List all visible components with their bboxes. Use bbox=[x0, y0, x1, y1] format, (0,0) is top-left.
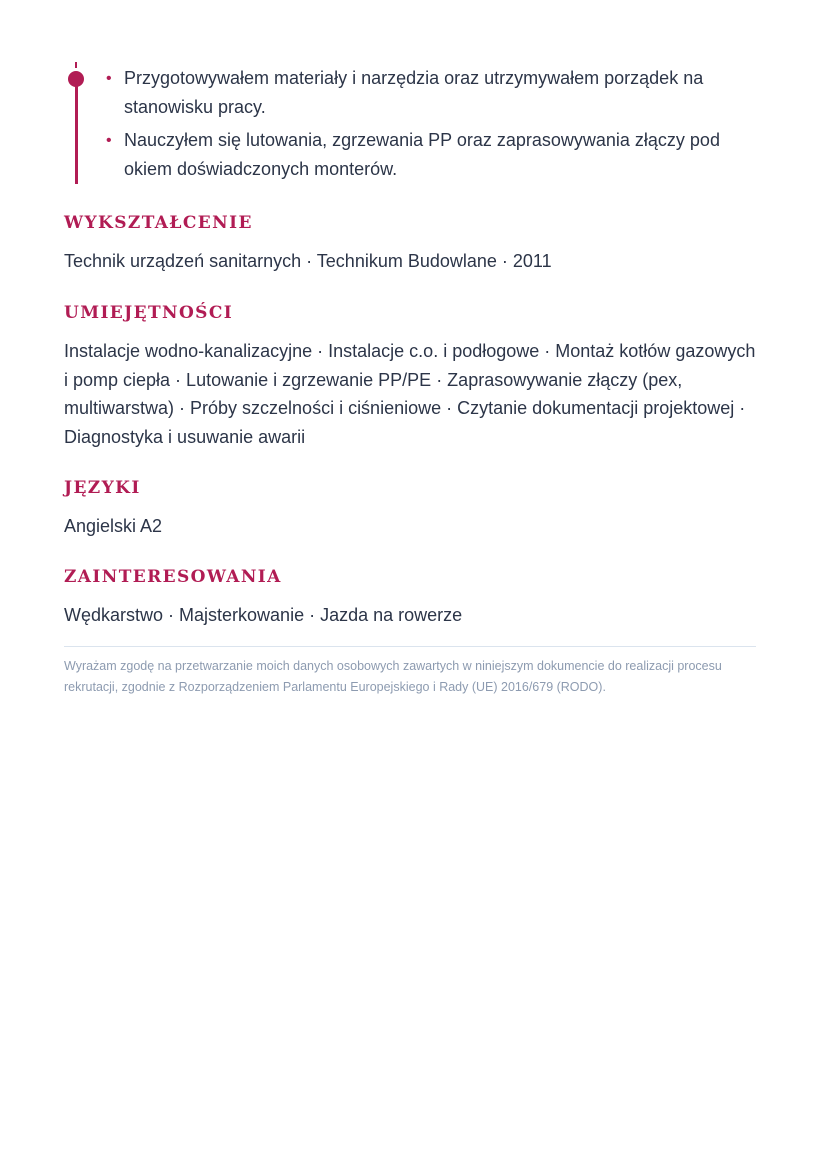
interests-heading: ZAINTERESOWANIA bbox=[64, 567, 282, 587]
experience-bullet bbox=[106, 126, 746, 184]
interests-text: Wędkarstwo · Majsterkowanie · Jazda na rowerze bbox=[64, 605, 463, 625]
experience-bullet-text: Nauczyłem się lutowania, zgrzewania PP oraz zaprasowywania złączy pod okiem doświadczonych monterów. bbox=[124, 130, 720, 179]
experience-bullet-text: Przygotowywałem materiały i narzędzia oraz utrzymywałem porządek na stanowisku pracy. bbox=[124, 68, 704, 117]
skills-heading: UMIEJĘTNOŚCI bbox=[64, 303, 234, 323]
timeline-line bbox=[75, 86, 78, 184]
gdpr-consent-clause: Wyrażam zgodę na przetwarzanie moich danych osobowych zawartych w niniejszym dokumencie do realizacji procesu rekrutacji, zgodnie z Rozporządzeniem Parlamentu Europejskiego i Rady (UE) 2016/679 (RODO). bbox=[64, 659, 722, 694]
experience-bullet bbox=[106, 64, 746, 122]
divider bbox=[64, 646, 756, 647]
experience-bullet-list bbox=[106, 64, 746, 188]
skills-section bbox=[64, 302, 760, 451]
languages-text: Angielski A2 bbox=[64, 516, 163, 536]
timeline-line-top bbox=[75, 62, 77, 68]
skills-text: Instalacje wodno-kanalizacyjne · Instalacje c.o. i podłogowe · Montaż kotłów gazowych i pomp ciepła · Lutowanie i zgrzewanie PP/PE · Zaprasowywanie złączy (pex, multiwarstwa) · Próby szczelności i ciśnieniowe · Czytanie dokumentacji projektowej · Diagnostyka i usuwanie awarii bbox=[64, 341, 756, 447]
languages-section bbox=[64, 477, 760, 541]
bullet-icon: • bbox=[106, 132, 112, 149]
education-section bbox=[64, 212, 760, 276]
education-heading: WYKSZTAŁCENIE bbox=[64, 213, 253, 233]
timeline-marker bbox=[64, 62, 88, 186]
languages-heading: JĘZYKI bbox=[64, 478, 141, 498]
bullet-icon: • bbox=[106, 70, 112, 87]
interests-section bbox=[64, 566, 760, 630]
education-text: Technik urządzeń sanitarnych · Technikum Budowlane · 2011 bbox=[64, 251, 552, 271]
timeline-dot bbox=[68, 71, 84, 87]
